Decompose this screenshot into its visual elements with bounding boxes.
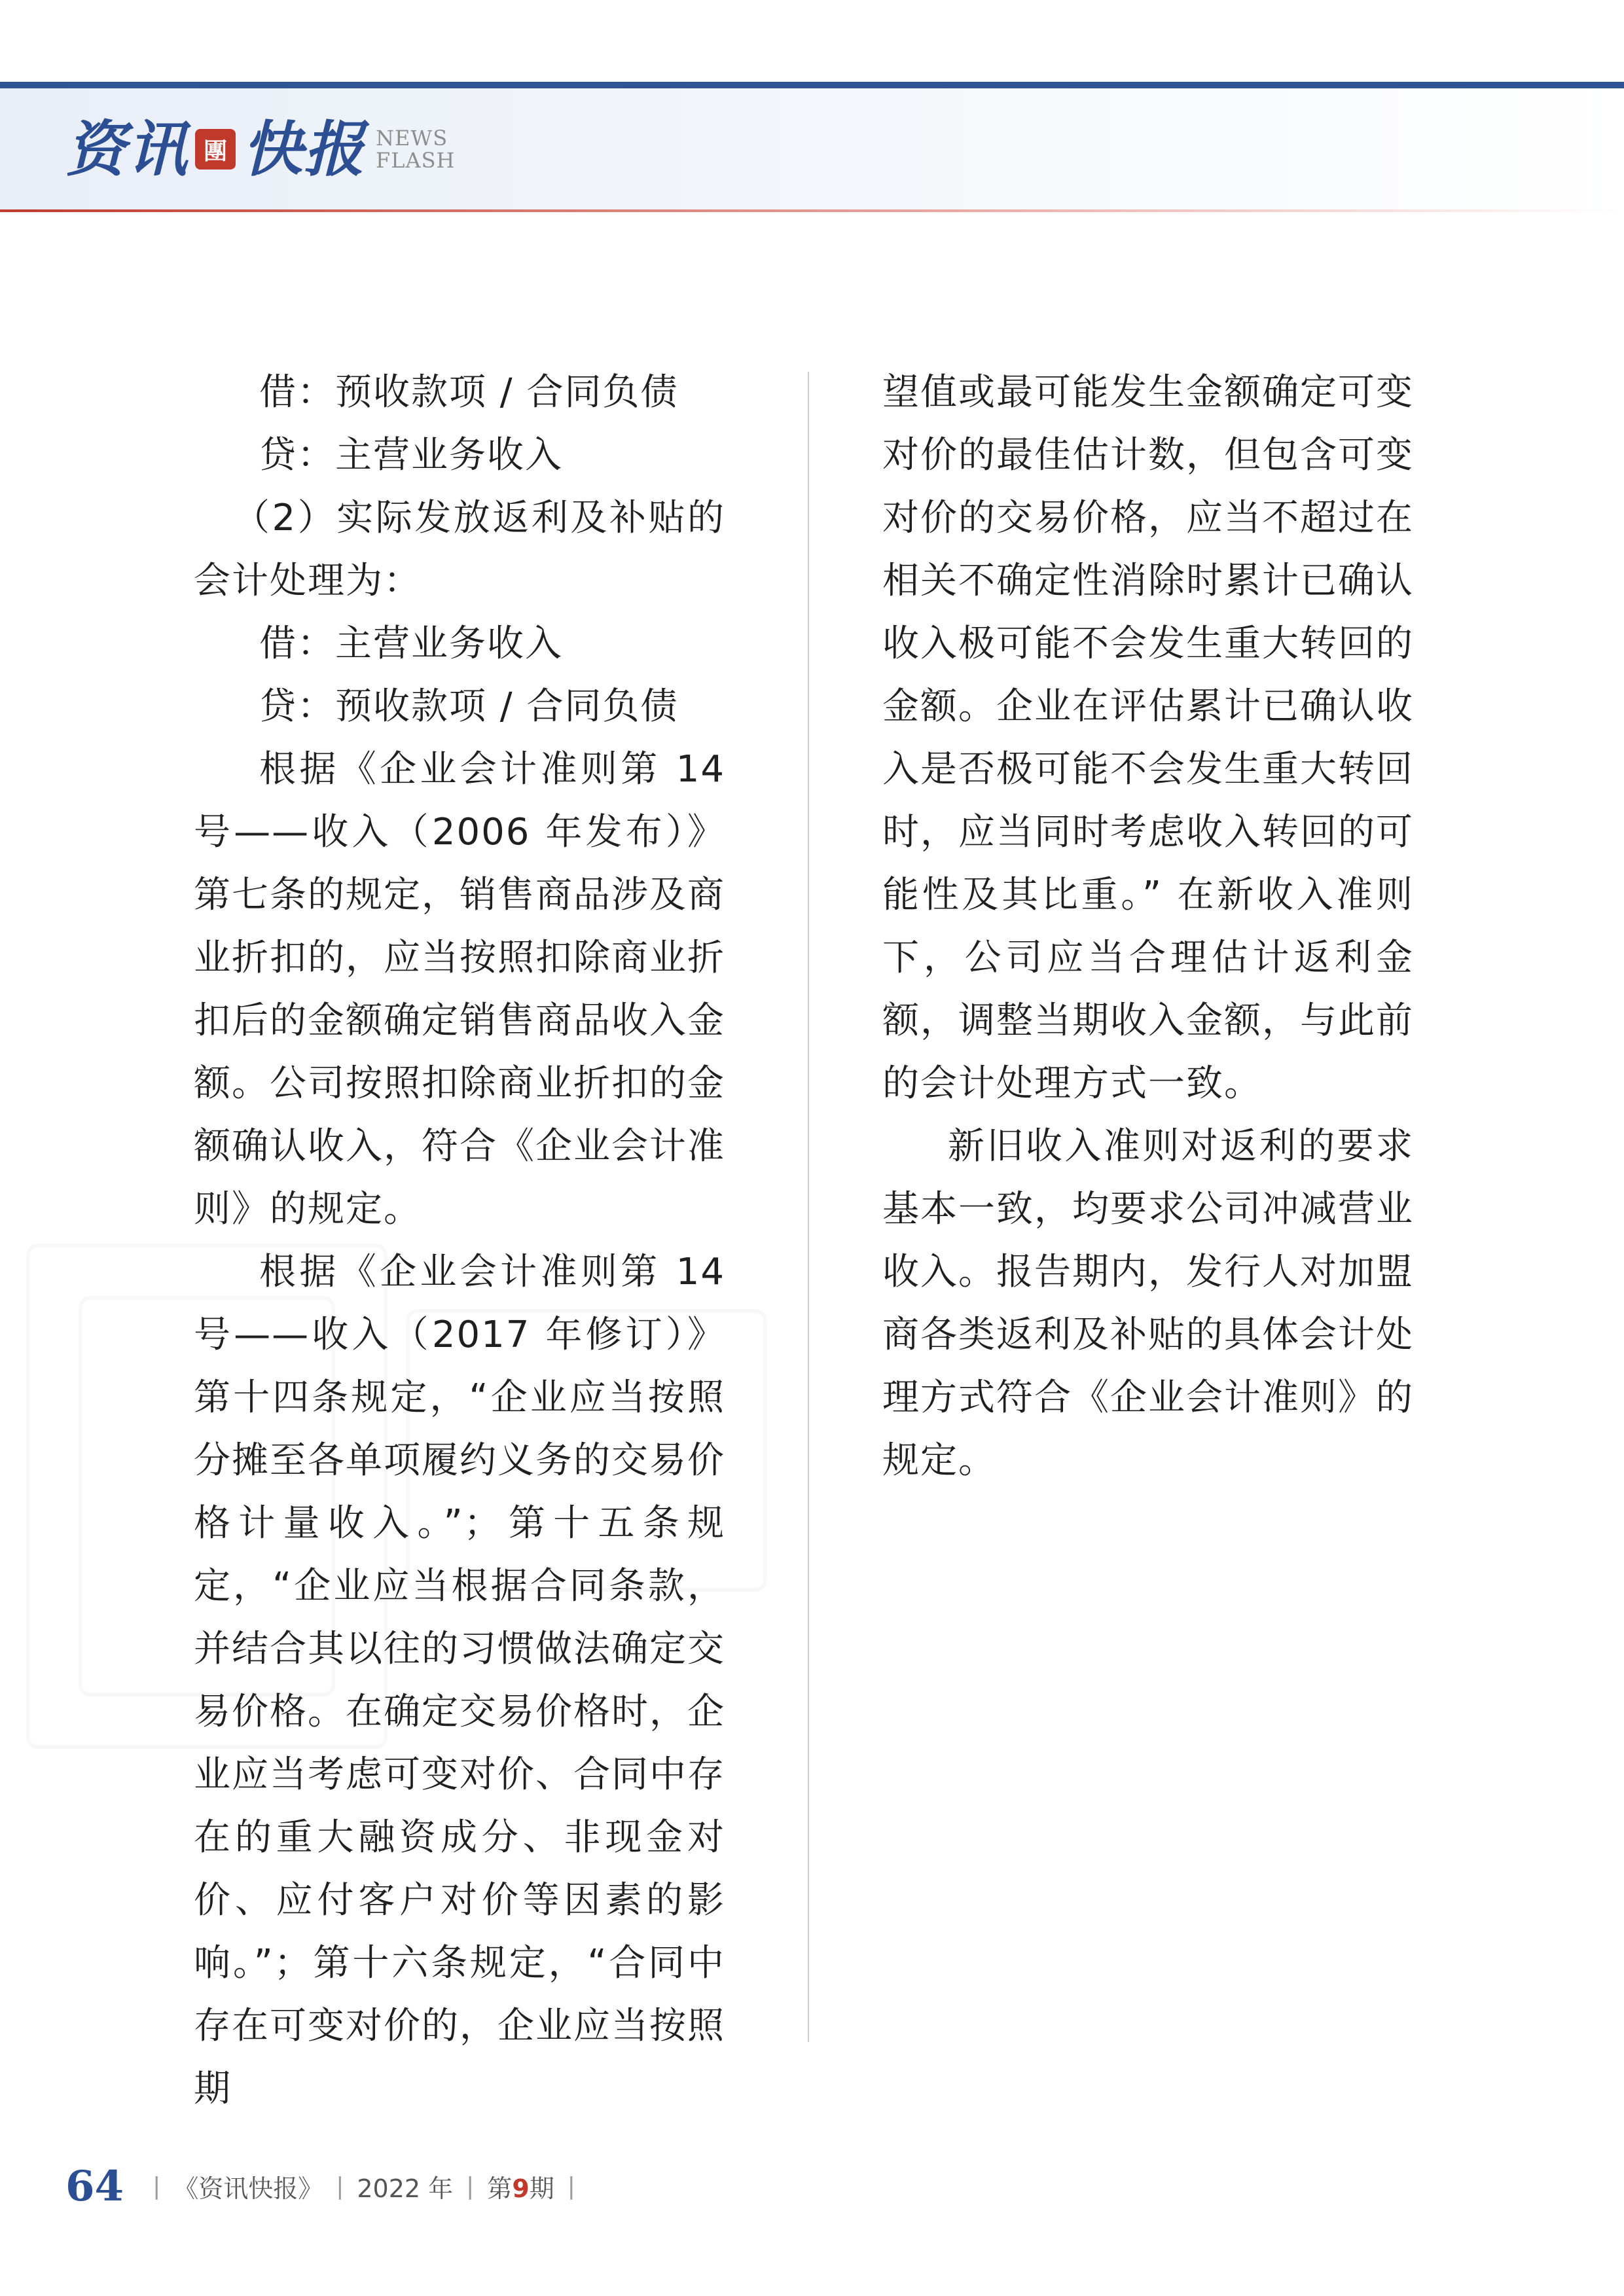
masthead-title-part1: 资讯: [65, 114, 189, 185]
header-top-rule: [0, 82, 1624, 88]
paragraph: 新旧收入准则对返利的要求基本一致，均要求公司冲减营业收入。报告期内，发行人对加盟商各类返利及补贴的具体会计处理方式符合《企业会计准则》的规定。: [882, 1125, 1414, 1482]
masthead-title-part2: 快报: [242, 114, 366, 185]
footer-separator: |: [336, 2172, 344, 2200]
masthead-english-line2: FLASH: [376, 148, 456, 173]
masthead: [65, 110, 455, 188]
paragraph: 望值或最可能发生金额确定可变对价的最佳估计数，但包含可变对价的交易价格，应当不超过在相关不确定性消除时累计已确认收入极可能不会发生重大转回的金额。企业在评估累计已确认收入是否极可能不会发生重大转回时，应当同时考虑收入转回的可能性及其比重。” 在新收入准则下，公司应当合理估计返利金额，调整当期收入金额，与此前的会计处理方式一致。: [882, 371, 1414, 1105]
paragraph: 贷：主营业务收入: [259, 434, 563, 476]
paragraph: 根据《企业会计准则第 14 号——收入（2017 年修订）》第十四条规定，“企业应当按照分摊至各单项履约义务的交易价格计量收入。”；第十五条规定，“企业应当根据合同条款，并结合其以往的习惯做法确定交易价格。在确定交易价格时，企业应当考虑可变对价、合同中存在的重大融资成分、非现金对价、应付客户对价等因素的影响。”；第十六条规定，“合同中存在可变对价的，企业应当按照期: [194, 1251, 725, 2110]
paragraph: 根据《企业会计准则第 14 号——收入（2006 年发布）》第七条的规定，销售商品涉及商业折扣的，应当按照扣除商业折扣后的金额确定销售商品收入金额。公司按照扣除商业折扣的金额确认收入，符合《企业会计准则》的规定。: [194, 748, 725, 1230]
masthead-english: [376, 127, 455, 171]
paragraph: 借：主营业务收入: [259, 622, 563, 665]
footer-issue-number: 9: [512, 2174, 530, 2203]
seal-logo-icon: 團: [195, 129, 236, 170]
paragraph: 借：预收款项 / 合同负债: [259, 371, 679, 414]
header-red-rule: [0, 209, 1624, 212]
article-column-right: [882, 361, 1414, 1492]
footer-separator: |: [567, 2172, 575, 2200]
footer-year: 2022 年: [357, 2174, 454, 2203]
masthead-english-line1: NEWS: [376, 126, 448, 151]
footer-separator: |: [466, 2172, 475, 2200]
footer-issue: [487, 2168, 554, 2204]
paragraph: 贷：预收款项 / 合同负债: [259, 685, 679, 728]
paragraph: （2）实际发放返利及补贴的会计处理为：: [194, 497, 725, 602]
page-number: 64: [65, 2161, 124, 2211]
footer-issue-prefix: 第: [487, 2174, 513, 2203]
footer-publication: 《资讯快报》: [173, 2174, 323, 2203]
footer-separator: |: [153, 2172, 161, 2200]
column-divider: [808, 372, 809, 2042]
footer-issue-suffix: 期: [529, 2174, 554, 2203]
article-column-left: [194, 361, 725, 2121]
page-footer: [65, 2160, 588, 2212]
